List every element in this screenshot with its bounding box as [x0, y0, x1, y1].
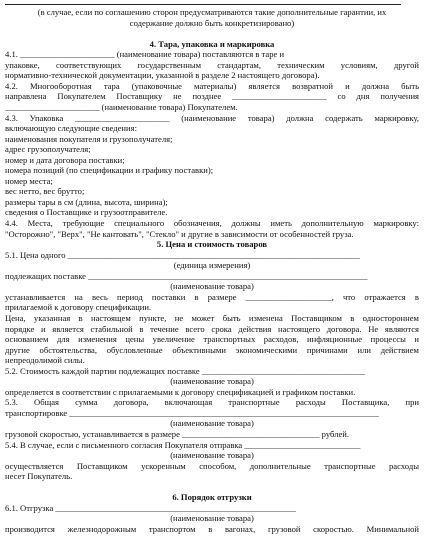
document-line: номер места;	[5, 175, 53, 186]
document-line: подлежащих поставке _________________________________________________________________	[5, 270, 368, 281]
document-line: (наименование товара)	[170, 450, 254, 461]
top-rule	[5, 4, 401, 5]
document-line: (в случае, если по соглашению сторон предусматриваются такие дополнительные гарантии, их	[37, 7, 387, 17]
document-line: (единица измерения)	[173, 260, 251, 271]
document-line: адрес грузополучателя;	[5, 144, 91, 155]
document-line: 4.4. Места, требующие специального обозначения, должны иметь дополнительную маркировку:	[5, 218, 419, 228]
section-heading: 6. Порядок отгрузки	[172, 492, 252, 503]
document-line: номер и дата договора поставки;	[5, 154, 125, 165]
document-line: наименования покупателя и грузополучателя;	[5, 133, 173, 144]
document-line: порядке и является стабильной в течение всего срока действия настоящего договора. Не являются	[5, 323, 419, 334]
document-line: 5.2. Стоимость каждой партии подлежащих поставке ______________________________________	[5, 365, 366, 376]
document-line: транспортировке ________________________________________________________________________	[5, 407, 379, 418]
document-line: устанавливается на весь период поставки в размере ____________________, что отражается в	[5, 291, 419, 302]
document-line: непреодолимой силы.	[5, 355, 85, 366]
document-line: 4.3. Упаковка ______________________ (наименование товара) должна содержать маркировку,	[5, 112, 419, 123]
document-line: включающую следующие сведения:	[5, 123, 137, 134]
document-line: (наименование товара)	[170, 376, 254, 387]
document-line: (наименование товара)	[170, 418, 254, 429]
document-line: упаковке, соответствующих государственным стандартам, техническим условиям, другой	[5, 59, 419, 70]
document-line: направлена Покупателем Поставщику не позднее ______________________ со дня получения	[5, 91, 419, 102]
document-line: содержание должно быть конкретизировано)	[129, 17, 295, 28]
document-line: размеры тары в см (длина, высота, ширина);	[5, 196, 168, 207]
section-heading: 4. Тара, упаковка и маркировка	[149, 38, 275, 49]
document-line: Цена, указанная в настоящем пункте, не может быть изменена Поставщиком в одностороннем	[5, 312, 419, 323]
document-line: грузовой скоростью, устанавливается в размере ________________________________ рублей.	[5, 429, 350, 439]
document-line: определяется в соответствии с прилагаемыми к договору спецификацией и графиком поставки.	[5, 386, 356, 397]
document-line: (наименование товара)	[170, 281, 254, 292]
document-line: несет Покупатель.	[5, 471, 73, 482]
document-line: прилагаемой к договору спецификации.	[5, 302, 152, 313]
document-line: "Осторожно", "Верх", "Не кантовать", "Стекло" и другие в зависимости от особенностей груза.	[5, 228, 354, 239]
section-heading: 5. Цена и стоимость товаров	[156, 239, 268, 250]
document-line: основанием для изменения цены увеличение транспортных расходов, инфляционные процессы и	[5, 334, 419, 345]
document-line: 5.1. Цена одного ____________________________________________________________________	[5, 249, 360, 260]
document-line: 4.1. ______________________ (наименование товара) поставляются в таре и	[5, 49, 285, 60]
document-line: номера позиций (по спецификации и графику поставки);	[5, 165, 214, 176]
document-line: ______________________ (наименование товара) Покупателем.	[5, 101, 238, 112]
document-line: 4.2. Многооборотная тара (упаковочные материалы) является возвратной и должна быть	[5, 80, 419, 91]
document-line: 5.4. В случае, если с письменного согласия Покупателя отправка ___________________________	[5, 439, 361, 450]
document-line: производится железнодорожным транспортом в вагонах, грузовой скоростью. Минимальной	[5, 523, 419, 534]
document-line: сведения о Поставщике и грузоотправителе.	[5, 207, 168, 218]
document-line: 5.3. Общая сумма договора, включающая транспортные расходы Поставщика, при	[5, 397, 419, 408]
document-line: нормативно-технической документации, указанной в разделе 2 настоящего договора).	[5, 70, 320, 81]
document-line: вес нетто, вес брутто;	[5, 186, 85, 197]
document-line: другие обстоятельства, обусловленные объективными экономическими причинами или действием	[5, 344, 419, 355]
document-line: (наименование товара)	[170, 513, 254, 524]
document-line: осуществляется Поставщиком ускоренным способом, дополнительные транспортные расходы	[5, 460, 419, 471]
document-line: 6.1. Отгрузка ________________________________________________________	[5, 502, 297, 513]
